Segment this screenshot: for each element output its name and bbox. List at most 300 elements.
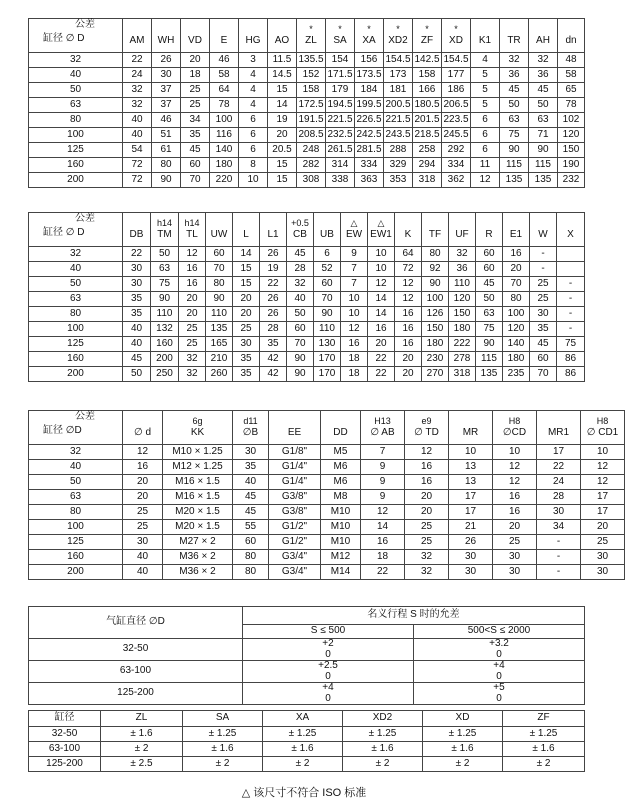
table-row (29, 262, 585, 277)
stroke-tolerance-table (28, 606, 585, 705)
column-label: L1 (267, 229, 279, 241)
bore-size: 200 (29, 173, 123, 188)
table-cell: 90 (152, 173, 181, 188)
table-cell: 150 (558, 143, 585, 158)
table-cell: 30 (123, 262, 151, 277)
tolerance-note: d11 (243, 416, 258, 427)
table-cell: 6 (471, 143, 500, 158)
table-cell: M6 (321, 460, 361, 475)
table-cell: 194.5 (326, 98, 355, 113)
table-cell: 173.5 (355, 68, 384, 83)
table-cell: 288 (384, 143, 413, 158)
table-cell: 25 (405, 520, 449, 535)
bore-range: 63-100 (29, 742, 101, 757)
table-cell: - (557, 277, 585, 292)
iso-footnote: △ 该尺寸不符合 ISO 标准 (241, 787, 367, 799)
table-cell: M10 (321, 505, 361, 520)
table-cell: 40 (123, 322, 151, 337)
table-cell: 35 (530, 322, 557, 337)
bore-size: 50 (29, 277, 123, 292)
table-cell: 20 (368, 337, 395, 352)
column-label: AM (129, 35, 145, 47)
table-cell: 152 (297, 68, 326, 83)
table-cell: 100 (422, 292, 449, 307)
table-cell: 45 (233, 505, 269, 520)
table-cell: 50 (151, 247, 179, 262)
tolerance-note (472, 24, 498, 35)
table-cell: 6 (239, 143, 268, 158)
column-label: K1 (478, 35, 492, 47)
table-cell: 60 (530, 352, 557, 367)
table-cell: M10 (321, 520, 361, 535)
table-cell: G3/8" (269, 505, 321, 520)
table-cell: 12 (493, 475, 537, 490)
stroke-tolerance-cell (414, 661, 585, 683)
tolerance-note (501, 24, 527, 35)
column-label: DD (333, 427, 348, 439)
tolerance-cell: ± 1.6 (343, 742, 423, 757)
table-cell: 199.5 (355, 98, 384, 113)
column-header (321, 411, 361, 445)
table-cell: 16 (405, 460, 449, 475)
table-cell: 13 (449, 475, 493, 490)
table-cell: 172.5 (297, 98, 326, 113)
bore-size: 125 (29, 143, 123, 158)
tolerance-note (531, 218, 555, 229)
column-label: XD2 (388, 35, 408, 47)
table-cell: 80 (503, 292, 530, 307)
column-header (297, 19, 326, 53)
table-cell: 221.5 (384, 113, 413, 128)
tolerance-note: * (309, 24, 313, 35)
column-header (260, 213, 287, 247)
table-cell: 20 (395, 352, 422, 367)
table-cell: 12 (179, 247, 206, 262)
bore-size: 63 (29, 98, 123, 113)
column-header (239, 19, 268, 53)
table-cell: 11 (471, 158, 500, 173)
column-header (442, 19, 471, 53)
tolerance-note (261, 218, 285, 229)
table-row (29, 307, 585, 322)
tolerance-label: 公差 (75, 19, 95, 30)
table-cell: 363 (355, 173, 384, 188)
table-cell: - (557, 307, 585, 322)
bore-size: 63 (29, 490, 123, 505)
tolerance-note (234, 218, 258, 229)
table-cell: 75 (476, 322, 503, 337)
tolerance-cell: ± 2.5 (101, 757, 183, 772)
table-cell: 166 (413, 83, 442, 98)
table-row (29, 322, 585, 337)
column-header (530, 213, 557, 247)
table-cell: 18 (361, 550, 405, 565)
column-header: ZL (101, 711, 183, 727)
table-cell: 20 (405, 490, 449, 505)
tolerance-cell: ± 1.6 (503, 742, 585, 757)
table-row (29, 53, 585, 68)
table-cell: 30 (449, 565, 493, 580)
table-cell: 7 (341, 277, 368, 292)
column-header (471, 19, 500, 53)
table-cell: 100 (210, 113, 239, 128)
tolerance-note (240, 24, 266, 35)
table-row (29, 535, 625, 550)
table-row (29, 565, 625, 580)
table-cell: 235 (503, 367, 530, 382)
table-cell: 184 (355, 83, 384, 98)
table-cell: 170 (314, 352, 341, 367)
table-cell: 90 (500, 143, 529, 158)
tolerance-cell: ± 2 (423, 757, 503, 772)
table-cell: 160 (151, 337, 179, 352)
table-cell: 37 (152, 83, 181, 98)
tolerance-note (124, 24, 150, 35)
table-cell: 46 (210, 53, 239, 68)
column-header: SA (183, 711, 263, 727)
column-header (581, 411, 625, 445)
table-cell: M12 × 1.25 (163, 460, 233, 475)
table-cell: 20 (405, 505, 449, 520)
table-cell: 36 (529, 68, 558, 83)
upper-deviation: +2.5 (318, 660, 338, 671)
column-header (449, 411, 493, 445)
tolerance-cell: ± 1.25 (263, 727, 343, 742)
upper-deviation: +4 (493, 660, 505, 671)
table-cell: 14 (233, 247, 260, 262)
column-label: MR (462, 427, 479, 439)
table-cell: 17 (581, 505, 625, 520)
table-cell: 30 (233, 445, 269, 460)
column-header (341, 213, 368, 247)
tolerance-note (270, 416, 319, 427)
table-cell: 20 (233, 307, 260, 322)
bore-diameter-label: 缸径 ∅D (43, 424, 82, 436)
table-cell: 35 (181, 128, 210, 143)
table-cell: 51 (152, 128, 181, 143)
table-cell: 206.5 (442, 98, 471, 113)
table-cell: 50 (287, 307, 314, 322)
table-cell: 6 (239, 113, 268, 128)
table-cell: 261.5 (326, 143, 355, 158)
table-cell: 25 (123, 505, 163, 520)
table-cell: 158 (297, 83, 326, 98)
table-cell: 20 (179, 292, 206, 307)
table-cell: 30 (123, 535, 163, 550)
table-cell: 110 (206, 307, 233, 322)
tolerance-cell: ± 1.25 (183, 727, 263, 742)
table-cell: 142.5 (413, 53, 442, 68)
stroke-tolerance-cell (243, 683, 414, 705)
corner-header (29, 19, 123, 53)
table-cell: 180 (503, 352, 530, 367)
table-cell: 25 (233, 322, 260, 337)
table-row (29, 445, 625, 460)
table-cell: 32 (405, 550, 449, 565)
table-cell: 10 (493, 445, 537, 460)
table-cell: M27 × 2 (163, 535, 233, 550)
table-cell: 177 (442, 68, 471, 83)
tolerance-note: * (425, 24, 429, 35)
table-cell: 63 (476, 307, 503, 322)
table-cell: M20 × 1.5 (163, 505, 233, 520)
dimension-table-1 (28, 18, 585, 188)
table-cell: 48 (558, 53, 585, 68)
table-cell: 60 (314, 277, 341, 292)
table-cell: 126 (422, 307, 449, 322)
table-cell: 3 (239, 53, 268, 68)
table-cell: 80 (422, 247, 449, 262)
bore-size: 32 (29, 247, 123, 262)
table-cell: - (557, 322, 585, 337)
column-header (206, 213, 233, 247)
table-row (29, 520, 625, 535)
table-cell: 28 (260, 322, 287, 337)
tolerance-note (423, 218, 447, 229)
tolerance-note (315, 218, 339, 229)
table-cell: 16 (179, 262, 206, 277)
column-label: ∅ d (133, 427, 152, 439)
table-cell: 20 (179, 307, 206, 322)
table-row (29, 505, 625, 520)
bore-size: 200 (29, 565, 123, 580)
table-cell: 63 (151, 262, 179, 277)
table-cell: 218.5 (413, 128, 442, 143)
tolerance-cell: ± 2 (503, 757, 585, 772)
stroke-col-header: S ≤ 500 (243, 625, 414, 639)
column-header (558, 19, 585, 53)
table-row (29, 742, 585, 757)
table-row (29, 277, 585, 292)
tolerance-cell: ± 2 (183, 757, 263, 772)
table-cell: 4 (239, 98, 268, 113)
table-cell: 120 (503, 322, 530, 337)
table-cell: 32 (500, 53, 529, 68)
table-cell: 45 (500, 83, 529, 98)
table-cell: 12 (405, 445, 449, 460)
table-cell: 9 (361, 460, 405, 475)
column-label: X (567, 229, 574, 241)
table-cell: 15 (268, 158, 297, 173)
table-cell: 50 (476, 292, 503, 307)
nominal-stroke-tolerance-header: 名义行程 S 时的允差 (243, 607, 585, 625)
tolerance-note (504, 218, 528, 229)
column-label: EE (287, 427, 302, 439)
column-header (500, 19, 529, 53)
table-cell: 14 (368, 307, 395, 322)
table-cell: 80 (206, 277, 233, 292)
table-cell: 158 (413, 68, 442, 83)
table-cell: M5 (321, 445, 361, 460)
tolerance-cell: ± 1.25 (343, 727, 423, 742)
table-cell: 17 (449, 505, 493, 520)
table-cell: 75 (557, 337, 585, 352)
column-label: ∅ AB (370, 427, 395, 439)
stroke-tolerance-cell (414, 639, 585, 661)
table-cell: 17 (581, 490, 625, 505)
table-cell: 12 (123, 445, 163, 460)
bore-size: 80 (29, 307, 123, 322)
table-cell: 4 (239, 68, 268, 83)
table-cell: 30 (152, 68, 181, 83)
table-cell: 334 (442, 158, 471, 173)
table-cell: 40 (123, 113, 152, 128)
tolerance-note (153, 24, 179, 35)
table-cell: 230 (422, 352, 449, 367)
tolerance-note (396, 218, 420, 229)
table-cell: 36 (449, 262, 476, 277)
table-cell: 22 (368, 352, 395, 367)
table-cell: 180.5 (413, 98, 442, 113)
column-label: E1 (509, 229, 523, 241)
table-cell: 16 (395, 322, 422, 337)
table-cell: 18 (181, 68, 210, 83)
corner-header (29, 411, 123, 445)
column-label: UB (320, 229, 334, 241)
table-cell: M20 × 1.5 (163, 520, 233, 535)
upper-deviation: +4 (322, 682, 334, 693)
column-header (384, 19, 413, 53)
column-label: XD (449, 35, 463, 47)
column-header (123, 213, 151, 247)
column-label: E (220, 35, 228, 47)
table-cell: 30 (449, 550, 493, 565)
table-cell: G1/4" (269, 460, 321, 475)
column-header (326, 19, 355, 53)
table-cell: 30 (493, 565, 537, 580)
lower-deviation: 0 (325, 648, 331, 660)
column-label: EW (345, 229, 363, 241)
table-cell: 179 (326, 83, 355, 98)
table-cell: 16 (395, 337, 422, 352)
table-cell: - (530, 262, 557, 277)
table-cell: 14 (361, 520, 405, 535)
column-label: UF (455, 229, 469, 241)
tolerance-cell: ± 2 (101, 742, 183, 757)
table-cell: 110 (449, 277, 476, 292)
table-cell: 318 (449, 367, 476, 382)
table-cell: 63 (529, 113, 558, 128)
table-row (29, 490, 625, 505)
table-cell: 120 (449, 292, 476, 307)
table-cell: 14.5 (268, 68, 297, 83)
column-header (123, 19, 152, 53)
tolerance-note (124, 218, 149, 229)
table-cell: 258 (413, 143, 442, 158)
table-cell: 54 (123, 143, 152, 158)
tolerance-cell: ± 1.6 (263, 742, 343, 757)
column-header (268, 19, 297, 53)
tolerance-cell: ± 1.6 (423, 742, 503, 757)
dimension-table-2 (28, 212, 585, 382)
table-cell: 115 (529, 158, 558, 173)
tolerance-note: * (367, 24, 371, 35)
table-cell: 80 (152, 158, 181, 173)
table-cell: 30 (581, 550, 625, 565)
column-header (152, 19, 181, 53)
column-header (151, 213, 179, 247)
table-cell: 281.5 (355, 143, 384, 158)
table-row (29, 367, 585, 382)
column-label: CB (293, 229, 307, 241)
table-cell: 6 (471, 113, 500, 128)
column-header: XD2 (343, 711, 423, 727)
table-cell: 40 (123, 550, 163, 565)
table-cell: 70 (206, 262, 233, 277)
table-cell: G1/8" (269, 445, 321, 460)
table-cell: 25 (530, 277, 557, 292)
table-cell: 222 (449, 337, 476, 352)
bore-range: 125-200 (29, 757, 101, 772)
upper-deviation: +5 (493, 682, 505, 693)
table-cell: 60 (181, 158, 210, 173)
tolerance-note: H13 (374, 416, 391, 427)
table-cell: - (537, 535, 581, 550)
table-cell: 50 (123, 367, 151, 382)
table-cell: 165 (206, 337, 233, 352)
table-cell: 30 (493, 550, 537, 565)
table-cell: 6 (471, 128, 500, 143)
column-label: UW (210, 229, 228, 241)
table-cell: 334 (355, 158, 384, 173)
table-cell: 72 (123, 173, 152, 188)
table-cell: 58 (558, 68, 585, 83)
corner-header (29, 213, 123, 247)
lower-deviation: 0 (496, 670, 502, 682)
tolerance-note (559, 24, 583, 35)
table-cell: 5 (471, 83, 500, 98)
table-cell: 102 (558, 113, 585, 128)
table-cell: 75 (500, 128, 529, 143)
tolerance-note (538, 416, 579, 427)
bore-diameter-label: 缸径 ∅ D (43, 32, 85, 44)
table-cell: 13 (449, 460, 493, 475)
table-cell: 115 (500, 158, 529, 173)
table-cell: 115 (476, 352, 503, 367)
column-label: TR (507, 35, 521, 47)
table-cell: 45 (233, 490, 269, 505)
tolerance-note (530, 24, 556, 35)
table-cell: - (537, 550, 581, 565)
table-cell: 30 (123, 277, 151, 292)
table-cell: 30 (530, 307, 557, 322)
column-header (179, 213, 206, 247)
table-cell: 186 (442, 83, 471, 98)
table-cell: 4 (239, 83, 268, 98)
table-cell: 171.5 (326, 68, 355, 83)
table-cell: 35 (233, 367, 260, 382)
column-label: SA (333, 35, 347, 47)
column-label: DB (129, 229, 144, 241)
table-cell: 9 (361, 490, 405, 505)
table-cell (557, 262, 585, 277)
table-cell: 32 (529, 53, 558, 68)
table-cell: 25 (405, 535, 449, 550)
table-cell: 35 (260, 337, 287, 352)
table-cell: 25 (530, 292, 557, 307)
table-cell: 12 (361, 505, 405, 520)
tolerance-label: 公差 (75, 213, 95, 224)
table-cell: 338 (326, 173, 355, 188)
table-cell: 90 (422, 277, 449, 292)
table-cell: 90 (529, 143, 558, 158)
table-cell: 250 (151, 367, 179, 382)
table-cell: 35 (233, 352, 260, 367)
table-cell: 45 (530, 337, 557, 352)
table-cell: 362 (442, 173, 471, 188)
table-cell: 80 (233, 550, 269, 565)
column-header (233, 213, 260, 247)
